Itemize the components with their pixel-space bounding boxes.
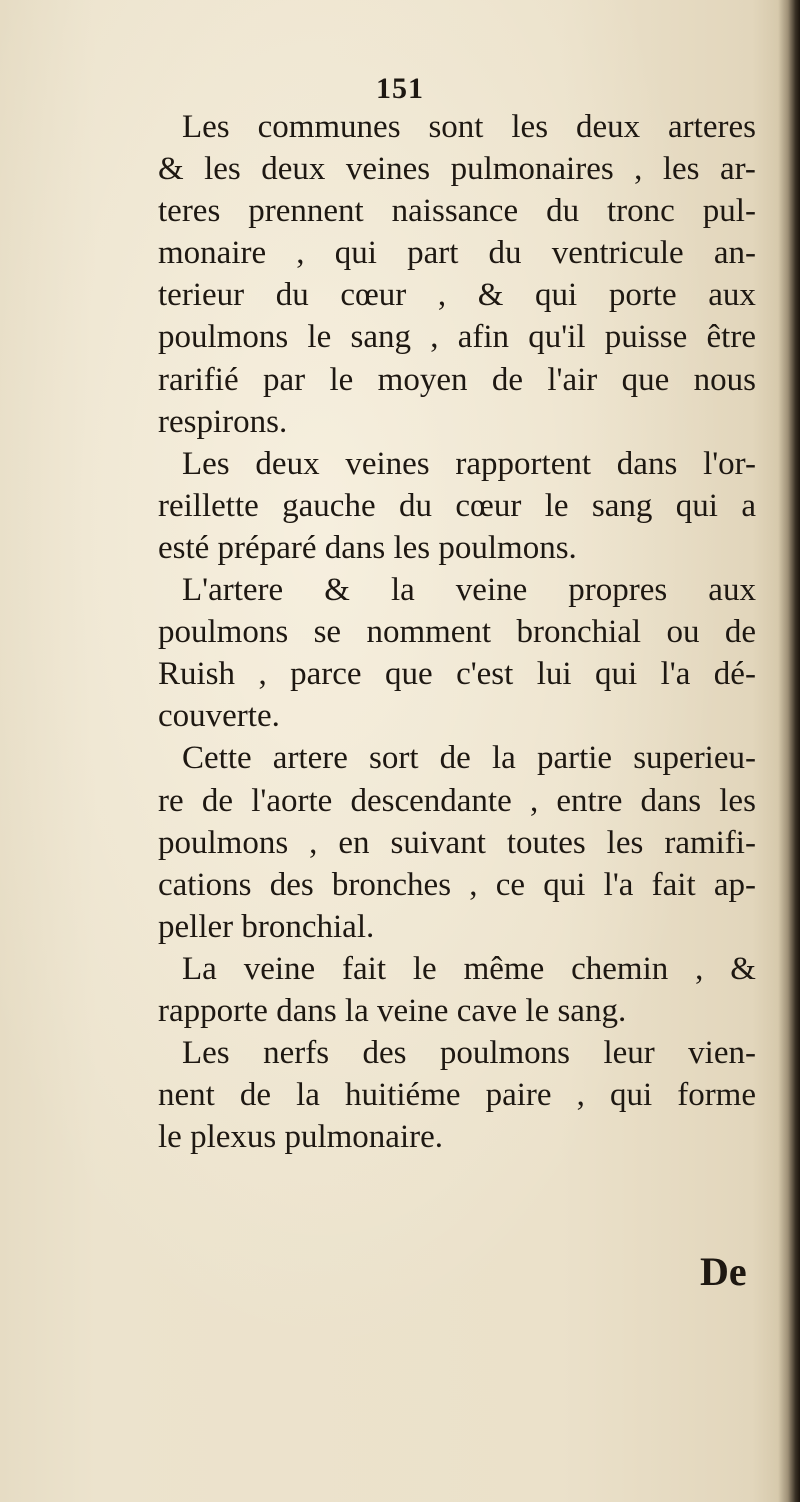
word: ,: [430, 319, 439, 356]
text-line: esté préparé dans les poulmons.: [158, 529, 577, 566]
word: parce: [290, 656, 362, 693]
word: veine: [455, 572, 528, 609]
word: pulmonaires: [450, 151, 614, 188]
word: moyen: [377, 361, 468, 398]
text-line: [158, 148, 756, 190]
word: Ruish: [158, 656, 236, 693]
word: Les: [182, 1035, 230, 1072]
text-line: rapporte dans la veine cave le sang.: [158, 992, 627, 1029]
word: ventricule: [551, 235, 684, 272]
word: de: [724, 614, 756, 651]
word: qui: [535, 277, 578, 314]
word: bronchial: [516, 614, 642, 651]
word: qu'il: [528, 319, 586, 356]
word: nerfs: [263, 1035, 330, 1072]
word: le: [412, 950, 437, 987]
word: huitiéme: [345, 1077, 461, 1114]
catchword: De: [700, 1249, 747, 1294]
word: que: [384, 656, 433, 693]
word: porte: [608, 277, 677, 314]
text-line: [158, 485, 756, 527]
word: descendante: [350, 782, 512, 819]
word: terieur: [158, 277, 245, 314]
word: poulmons: [158, 824, 289, 861]
word: rarifié: [158, 361, 239, 398]
word: ,: [529, 782, 539, 819]
word: &: [158, 151, 184, 188]
word: fait: [651, 866, 696, 903]
word: qui: [543, 866, 586, 903]
word: la: [390, 572, 415, 609]
word: lui: [536, 656, 572, 693]
word: ar-: [719, 151, 756, 188]
word: veines: [345, 151, 431, 188]
word: pul-: [702, 193, 756, 230]
text-line: [158, 780, 756, 822]
word: aux: [708, 277, 756, 314]
word: &: [477, 277, 504, 314]
body-text: [158, 106, 756, 1158]
word: communes: [257, 109, 401, 145]
word: gauche: [282, 487, 376, 524]
word: veine: [243, 950, 316, 987]
text-line: le plexus pulmonaire.: [158, 1119, 444, 1156]
text-line: [158, 106, 756, 148]
word: nomment: [366, 614, 492, 651]
word: du: [546, 193, 580, 230]
word: des: [362, 1035, 407, 1072]
word: ,: [258, 656, 267, 693]
text-line: [158, 274, 756, 316]
word: ,: [469, 866, 478, 903]
text-line: [158, 190, 756, 232]
word: sort: [369, 740, 419, 777]
word: le: [544, 487, 569, 524]
word: Cette: [182, 740, 252, 777]
word: ramifi-: [664, 824, 756, 861]
page-number: 151: [376, 72, 424, 105]
text-line: [158, 737, 756, 779]
word: des: [269, 866, 314, 903]
word: le: [307, 319, 332, 356]
text-line: peller bronchial.: [158, 908, 375, 945]
word: prennent: [248, 193, 364, 230]
word: sont: [428, 109, 484, 145]
word: qui: [334, 235, 377, 272]
word: re: [158, 782, 184, 819]
word: de: [491, 361, 523, 398]
word: partie: [536, 740, 613, 777]
word: de: [239, 1077, 272, 1114]
word: que: [621, 361, 670, 398]
word: c'est: [456, 656, 514, 693]
word: du: [275, 277, 309, 314]
word: veines: [345, 445, 430, 482]
word: vien-: [688, 1035, 756, 1072]
text-line: [158, 569, 756, 611]
word: qui: [595, 656, 638, 693]
word: superieu-: [633, 740, 756, 777]
word: dans: [640, 782, 702, 819]
text-line: [158, 1032, 756, 1074]
word: l'air: [547, 361, 598, 398]
word: qui: [675, 487, 718, 524]
word: a: [741, 487, 756, 524]
word: l'a: [660, 656, 691, 693]
word: ,: [634, 151, 643, 188]
word: paire: [485, 1077, 552, 1114]
word: fait: [342, 950, 387, 987]
word: poulmons: [439, 1035, 571, 1072]
word: du: [488, 235, 522, 272]
word: reillette: [158, 487, 259, 524]
word: toutes: [506, 824, 586, 861]
word: cœur: [455, 487, 522, 524]
word: poulmons: [158, 319, 289, 356]
word: propres: [568, 572, 668, 609]
word: même: [463, 950, 545, 987]
word: nent: [158, 1077, 215, 1114]
word: l'a: [603, 866, 634, 903]
text-line: couverte.: [158, 698, 280, 735]
word: de: [439, 740, 471, 777]
word: tronc: [607, 193, 675, 230]
word: L'artere: [182, 572, 284, 609]
word: ou: [666, 614, 700, 651]
word: de: [201, 782, 233, 819]
word: qui: [609, 1077, 653, 1114]
word: forme: [677, 1077, 756, 1114]
word: ,: [695, 950, 704, 987]
word: suivant: [390, 824, 486, 861]
word: ap-: [713, 866, 756, 903]
word: l'or-: [703, 445, 756, 482]
word: puisse: [604, 319, 688, 356]
word: ce: [495, 866, 526, 903]
word: ,: [576, 1077, 585, 1114]
word: part: [407, 235, 459, 272]
text-line: [158, 611, 756, 653]
text-line: [158, 316, 756, 358]
word: afin: [457, 319, 510, 356]
word: &: [730, 950, 756, 987]
word: aux: [708, 572, 756, 609]
word: artere: [272, 740, 348, 777]
word: cœur: [340, 277, 407, 314]
word: an-: [713, 235, 756, 272]
page-gutter-shadow: [778, 0, 800, 1502]
word: nous: [693, 361, 756, 398]
word: deux: [261, 151, 326, 188]
word: se: [313, 614, 342, 651]
word: bronches: [331, 866, 452, 903]
word: deux: [575, 109, 641, 145]
word: Les: [182, 109, 230, 145]
word: cations: [158, 866, 252, 903]
text-line: [158, 948, 756, 990]
word: leur: [603, 1035, 655, 1072]
word: l'aorte: [251, 782, 333, 819]
word: le: [329, 361, 354, 398]
text-line: respirons.: [158, 403, 288, 440]
word: sang: [591, 487, 653, 524]
text-line: [158, 822, 756, 864]
word: sang: [350, 319, 411, 356]
word: rapportent: [455, 445, 592, 482]
word: &: [324, 572, 350, 609]
text-line: [158, 864, 756, 906]
word: les: [719, 782, 756, 819]
word: la: [296, 1077, 320, 1114]
word: ,: [437, 277, 447, 314]
word: ,: [296, 235, 305, 272]
word: dans: [616, 445, 678, 482]
word: entre: [556, 782, 623, 819]
word: du: [398, 487, 432, 524]
word: ,: [309, 824, 318, 861]
word: Les: [182, 445, 230, 482]
text-line: [158, 653, 756, 695]
text-line: [158, 232, 756, 274]
word: les: [204, 151, 241, 188]
word: arteres: [668, 109, 756, 145]
word: teres: [158, 193, 221, 230]
text-line: [158, 359, 756, 401]
word: poulmons: [158, 614, 289, 651]
word: par: [262, 361, 306, 398]
word: être: [706, 319, 756, 356]
word: naissance: [391, 193, 519, 230]
word: monaire: [158, 235, 267, 272]
word: la: [491, 740, 516, 777]
word: les: [606, 824, 644, 861]
word: les: [511, 109, 549, 145]
word: La: [182, 950, 217, 987]
text-line: [158, 443, 756, 485]
word: les: [662, 151, 700, 188]
word: dé-: [713, 656, 756, 693]
word: deux: [255, 445, 320, 482]
text-line: [158, 1074, 756, 1116]
word: chemin: [571, 950, 669, 987]
word: en: [338, 824, 370, 861]
